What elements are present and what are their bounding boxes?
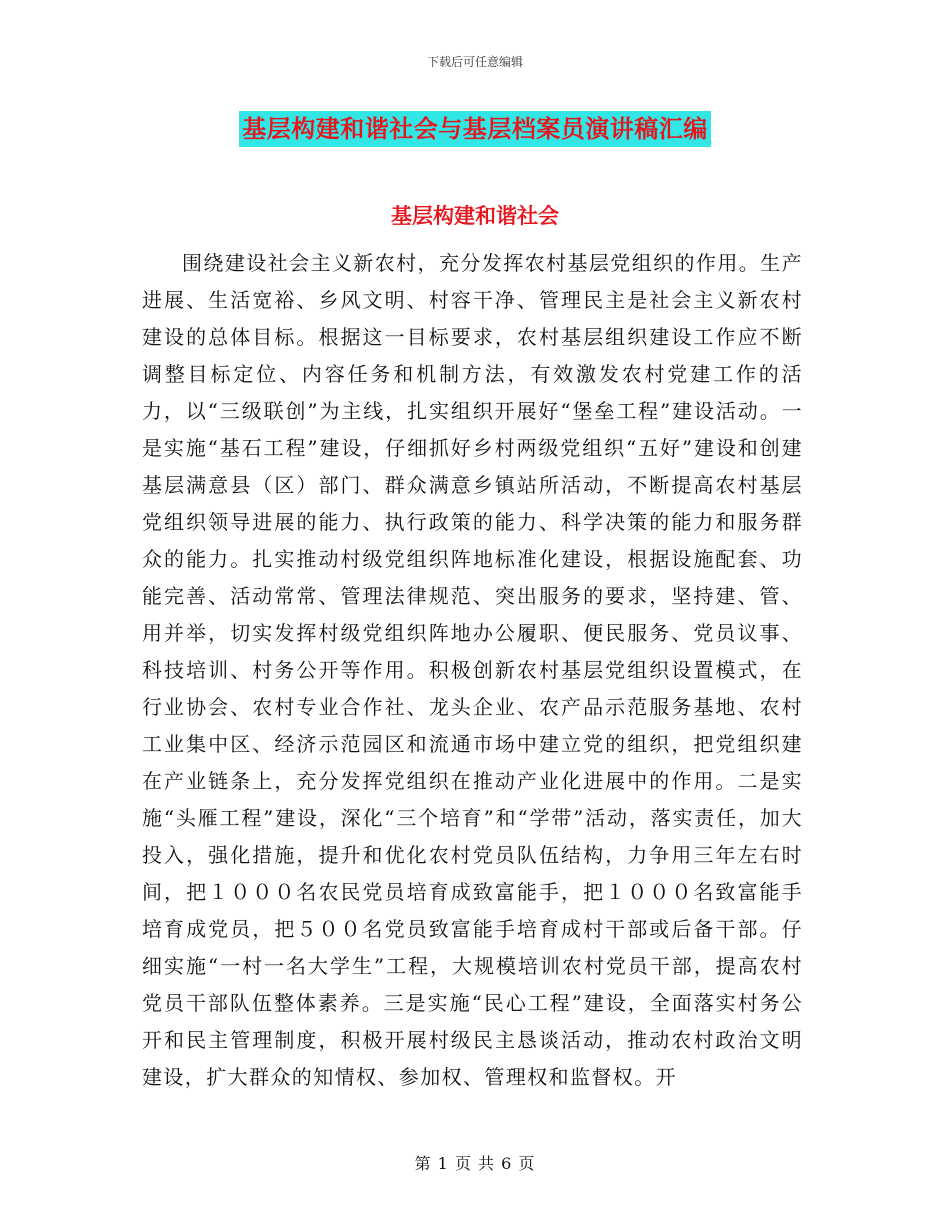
header-note: 下载后可任意编辑 — [426, 55, 523, 69]
body-paragraph: 围绕建设社会主义新农村，充分发挥农村基层党组织的作用。生产进展、生活宽裕、乡风文明、村容干净、管理民主是社会主义新农村建设的总体目标。根据这一目标要求，农村基层组织建设工作应不断调整目标定位、内容任务和机制方法，有效激发农村党建工作的活力，以“三级联创”为主线，扎实组织开展好“堡垒工程”建设活动。一是实施“基石工程”建设，仔细抓好乡村两级党组织“五好”建设和创建基层满意县（区）部门、群众满意乡镇站所活动，不断提高农村基层党组织领导进展的能力、执行政策的能力、科学决策的能力和服务群众的能力。扎实推动村级党组织阵地标准化建设，根据设施配套、功能完善、活动常常、管理法律规范、突出服务的要求，坚持建、管、用并举，切实发挥村级党组织阵地办公履职、便民服务、党员议事、科技培训、村务公开等作用。积极创新农村基层党组织设置模式，在行业协会、农村专业合作社、龙头企业、农产品示范服务基地、农村工业集中区、经济示范园区和流通市场中建立党的组织，把党组织建在产业链条上，充分发挥党组织在推动产业化进展中的作用。二是实施“头雁工程”建设，深化“三个培育”和“学带”活动，落实责任，加大投入，强化措施，提升和优化农村党员队伍结构，力争用三年左右时间，把１０００名农民党员培育成致富能手，把１０００名致富能手培育成党员，把５００名党员致富能手培育成村干部或后备干部。仔细实施“一村一名大学生”工程，大规模培训农村党员干部，提高农村党员干部队伍整体素养。三是实施“民心工程”建设，全面落实村务公开和民主管理制度，积极开展村级民主恳谈活动，推动农村政治文明建设，扩大群众的知情权、参加权、管理权和监督权。开 — [142, 251, 803, 1089]
section-title: 基层构建和谐社会 — [391, 204, 559, 228]
page-footer: 第 1 页 共 6 页 — [414, 1154, 536, 1173]
document-title-row — [0, 111, 950, 147]
document-title: 基层构建和谐社会与基层档案员演讲稿汇编 — [239, 111, 711, 147]
